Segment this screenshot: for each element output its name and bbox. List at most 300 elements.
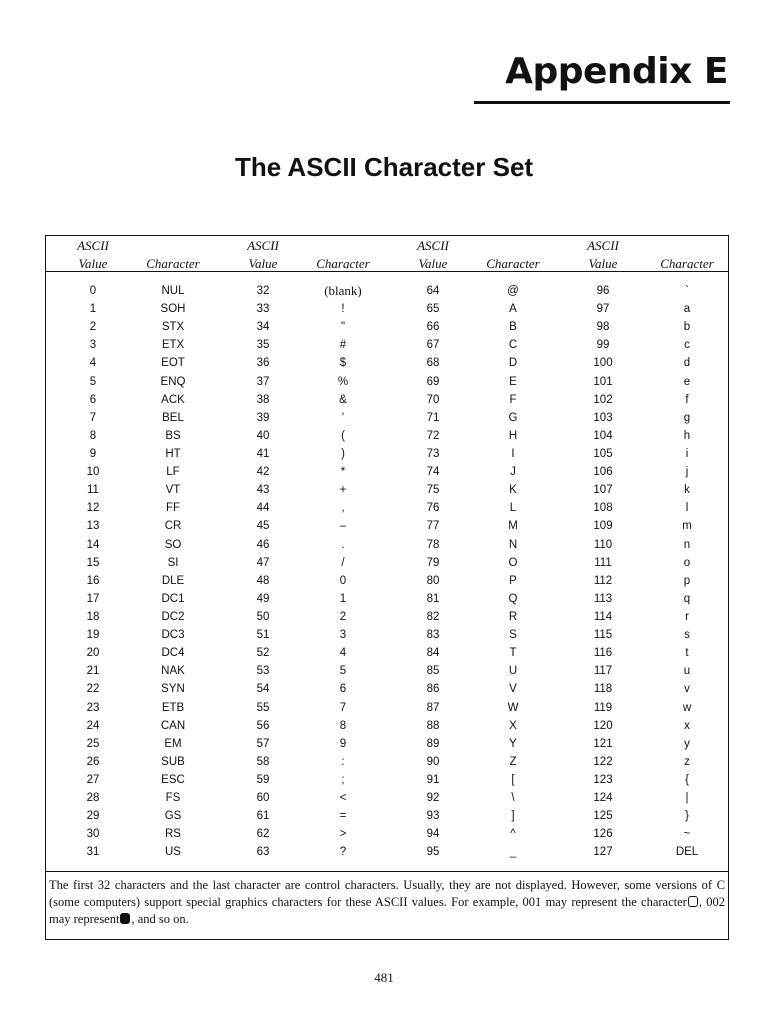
table-row	[46, 536, 728, 554]
character-cell: '	[341, 411, 345, 424]
ascii-value-cell: 105	[593, 447, 613, 460]
ascii-value-cell: 34	[256, 321, 270, 334]
table-row	[46, 825, 728, 843]
table-body	[46, 282, 728, 862]
footnote-text-1: The first 32 characters and the last character are control characters. Usually, they are not displayed. However, some versions of C (some computers) support special graphics characters for these ASCII values. For example, 001 may represent the character	[49, 878, 725, 909]
character-cell: (	[341, 429, 345, 442]
character-cell: %	[337, 375, 349, 388]
ascii-value-cell: 121	[593, 737, 613, 750]
character-cell: c	[684, 339, 690, 352]
ascii-value-cell: 74	[426, 466, 440, 479]
ascii-value-cell: 107	[593, 484, 613, 497]
character-cell: #	[339, 339, 347, 352]
character-cell: p	[683, 574, 691, 587]
character-cell: u	[683, 665, 691, 678]
character-cell: FS	[165, 792, 181, 805]
ascii-value-cell: 93	[426, 810, 440, 823]
ascii-value-cell: 72	[426, 429, 440, 442]
ascii-value-cell: 86	[426, 683, 440, 696]
character-cell: DC4	[161, 647, 185, 660]
character-cell: B	[509, 321, 517, 334]
ascii-value-cell: 7	[89, 411, 97, 424]
character-cell: W	[507, 701, 519, 714]
table-row	[46, 590, 728, 608]
ascii-value-cell: 50	[256, 610, 270, 623]
ascii-value-cell: 4	[89, 357, 97, 370]
ascii-value-cell: 53	[256, 665, 270, 678]
table-row	[46, 789, 728, 807]
character-cell: 5	[339, 665, 347, 678]
ascii-value-cell: 60	[256, 792, 270, 805]
character-cell: –	[339, 520, 347, 533]
ascii-value-cell: 83	[426, 629, 440, 642]
ascii-value-cell: 75	[426, 484, 440, 497]
ascii-value-cell: 84	[426, 647, 440, 660]
ascii-value-cell: 68	[426, 357, 440, 370]
character-cell: M	[508, 520, 518, 533]
ascii-value-cell: 102	[593, 393, 613, 406]
table-row	[46, 717, 728, 735]
character-cell: =	[339, 810, 347, 823]
filled-smiley-face-icon	[120, 913, 130, 924]
character-cell: /	[341, 556, 345, 569]
ascii-value-cell: 18	[86, 610, 100, 623]
character-cell: <	[339, 792, 347, 805]
ascii-value-cell: 10	[86, 466, 100, 479]
character-cell: j	[685, 466, 689, 479]
table-row	[46, 771, 728, 789]
table-row	[46, 300, 728, 318]
header-ascii-label: ASCII	[587, 238, 619, 253]
character-cell: ;	[341, 773, 345, 786]
character-cell: 0	[339, 574, 347, 587]
ascii-value-cell: 1	[89, 303, 97, 316]
table-row	[46, 699, 728, 717]
character-cell: Q	[508, 592, 518, 605]
ascii-value-cell: 30	[86, 828, 100, 841]
character-cell: 8	[339, 719, 347, 732]
ascii-value-cell: 69	[426, 375, 440, 388]
ascii-value-cell: 90	[426, 755, 440, 768]
character-cell: 1	[339, 592, 347, 605]
character-cell: P	[509, 574, 517, 587]
header-character-label: Character	[660, 256, 714, 271]
character-cell: BS	[165, 429, 181, 442]
character-cell: DC3	[161, 629, 185, 642]
character-cell: s	[684, 629, 690, 642]
ascii-value-cell: 88	[426, 719, 440, 732]
ascii-value-cell: 92	[426, 792, 440, 805]
character-cell: i	[685, 447, 689, 460]
ascii-value-cell: 119	[593, 701, 613, 714]
character-cell: v	[684, 683, 690, 696]
character-cell: !	[341, 303, 345, 316]
character-cell: Z	[509, 755, 517, 768]
ascii-value-cell: 44	[256, 502, 270, 515]
ascii-value-cell: 28	[86, 792, 100, 805]
ascii-value-cell: 109	[593, 520, 613, 533]
ascii-value-cell: 8	[89, 429, 97, 442]
character-cell: L	[509, 502, 517, 515]
table-row	[46, 608, 728, 626]
ascii-value-cell: 6	[89, 393, 97, 406]
ascii-value-cell: 70	[426, 393, 440, 406]
character-cell: SO	[164, 538, 182, 551]
table-row	[46, 680, 728, 698]
ascii-value-cell: 2	[89, 321, 97, 334]
ascii-value-cell: 42	[256, 466, 270, 479]
character-cell: >	[339, 828, 347, 841]
ascii-value-cell: 123	[593, 773, 613, 786]
character-cell: f	[685, 393, 689, 406]
character-cell: ^	[510, 828, 516, 841]
table-row	[46, 499, 728, 517]
character-cell: J	[510, 466, 516, 479]
character-cell: a	[683, 303, 691, 316]
character-cell: A	[509, 303, 517, 316]
character-cell: h	[683, 429, 691, 442]
table-row	[46, 481, 728, 499]
table-row	[46, 282, 728, 300]
character-cell: z	[684, 755, 690, 768]
ascii-value-cell: 19	[86, 629, 100, 642]
ascii-value-cell: 127	[593, 846, 613, 859]
character-cell: SI	[167, 556, 179, 569]
character-cell: VT	[165, 484, 181, 497]
character-cell: DC2	[161, 610, 185, 623]
character-cell: G	[508, 411, 518, 424]
character-cell: _	[509, 846, 517, 859]
character-cell: 2	[339, 610, 347, 623]
character-cell: :	[341, 755, 345, 768]
character-cell: ?	[339, 846, 347, 859]
ascii-value-cell: 124	[593, 792, 613, 805]
ascii-value-cell: 122	[593, 755, 613, 768]
ascii-value-cell: 33	[256, 303, 270, 316]
ascii-value-cell: 63	[256, 846, 270, 859]
ascii-value-cell: 110	[593, 538, 613, 551]
ascii-value-cell: 39	[256, 411, 270, 424]
character-cell: D	[508, 357, 518, 370]
character-cell: (blank)	[324, 283, 362, 298]
ascii-value-cell: 11	[87, 484, 99, 497]
ascii-value-cell: 104	[593, 429, 613, 442]
character-cell: K	[509, 484, 517, 497]
table-row	[46, 391, 728, 409]
ascii-value-cell: 47	[256, 556, 270, 569]
ascii-value-cell: 120	[593, 719, 613, 732]
ascii-value-cell: 29	[86, 810, 100, 823]
page-number: 481	[374, 970, 394, 985]
ascii-value-cell: 106	[593, 466, 613, 479]
header-value-label: Value	[248, 256, 278, 271]
ascii-value-cell: 20	[86, 647, 100, 660]
character-cell: US	[165, 846, 181, 859]
ascii-value-cell: 3	[89, 339, 97, 352]
character-cell: 6	[339, 683, 347, 696]
ascii-value-cell: 100	[593, 357, 613, 370]
character-cell: q	[683, 592, 691, 605]
character-cell: CR	[164, 520, 182, 533]
character-cell: +	[339, 484, 347, 497]
ascii-value-cell: 115	[593, 629, 613, 642]
character-cell: x	[684, 719, 690, 732]
header-rule	[46, 271, 728, 272]
character-cell: r	[685, 610, 689, 623]
table-footnote	[45, 872, 729, 940]
ascii-value-cell: 55	[256, 701, 270, 714]
table-row	[46, 662, 728, 680]
table-row	[46, 753, 728, 771]
header-value-label: Value	[588, 256, 618, 271]
ascii-value-cell: 17	[86, 592, 100, 605]
ascii-value-cell: 125	[593, 810, 613, 823]
character-cell: S	[509, 629, 517, 642]
ascii-value-cell: 41	[256, 447, 270, 460]
table-row	[46, 807, 728, 825]
ascii-value-cell: 57	[256, 737, 270, 750]
character-cell: EOT	[161, 357, 185, 370]
character-cell: ~	[683, 828, 691, 841]
ascii-value-cell: 26	[86, 755, 100, 768]
ascii-value-cell: 85	[426, 665, 440, 678]
ascii-value-cell: 49	[256, 592, 270, 605]
ascii-value-cell: 76	[426, 502, 440, 515]
character-cell: \	[511, 792, 515, 805]
character-cell: y	[684, 737, 690, 750]
heading-rule	[474, 101, 730, 104]
ascii-value-cell: 64	[426, 285, 440, 297]
character-cell: ,	[341, 502, 345, 515]
header-ascii-label: ASCII	[417, 238, 449, 253]
character-cell: FF	[165, 502, 181, 515]
ascii-value-cell: 31	[86, 846, 100, 859]
character-cell: BEL	[162, 411, 184, 424]
ascii-value-cell: 27	[86, 773, 100, 786]
character-cell: ETB	[161, 701, 185, 714]
character-cell: "	[340, 321, 346, 334]
header-ascii-label: ASCII	[77, 238, 109, 253]
character-cell: DLE	[161, 574, 185, 587]
ascii-value-cell: 91	[426, 773, 440, 786]
table-row	[46, 409, 728, 427]
character-cell: n	[683, 538, 691, 551]
ascii-value-cell: 108	[593, 502, 613, 515]
character-cell: STX	[161, 321, 185, 334]
character-cell: *	[340, 466, 346, 479]
character-cell: @	[507, 285, 519, 297]
ascii-value-cell: 54	[256, 683, 270, 696]
character-cell: ETX	[161, 339, 185, 352]
ascii-value-cell: 65	[426, 303, 440, 316]
ascii-value-cell: 40	[256, 429, 270, 442]
ascii-value-cell: 82	[426, 610, 440, 623]
ascii-value-cell: 23	[86, 701, 100, 714]
ascii-value-cell: 66	[426, 321, 440, 334]
character-cell: m	[682, 520, 692, 533]
ascii-value-cell: 36	[256, 357, 270, 370]
character-cell: C	[508, 339, 518, 352]
ascii-value-cell: 67	[426, 339, 440, 352]
character-cell: 4	[339, 647, 347, 660]
ascii-value-cell: 14	[86, 538, 100, 551]
header-value-label: Value	[418, 256, 448, 271]
character-cell: E	[509, 375, 517, 388]
ascii-value-cell: 103	[593, 411, 613, 424]
ascii-value-cell: 24	[86, 719, 100, 732]
table-row	[46, 318, 728, 336]
header-character-label: Character	[316, 256, 370, 271]
ascii-value-cell: 101	[593, 375, 613, 388]
page-title: The ASCII Character Set	[234, 152, 534, 182]
character-cell: `	[685, 285, 689, 297]
character-cell: $	[339, 357, 347, 370]
character-cell: T	[509, 647, 517, 660]
ascii-value-cell: 116	[593, 647, 613, 660]
character-cell: }	[685, 810, 689, 823]
ascii-value-cell: 13	[86, 520, 100, 533]
ascii-value-cell: 21	[86, 665, 100, 678]
character-cell: HT	[165, 447, 181, 460]
ascii-value-cell: 35	[256, 339, 270, 352]
character-cell: O	[508, 556, 518, 569]
header-ascii-label: ASCII	[247, 238, 279, 253]
character-cell: ENQ	[160, 375, 186, 388]
character-cell: [	[511, 773, 515, 786]
table-row	[46, 463, 728, 481]
ascii-value-cell: 80	[426, 574, 440, 587]
ascii-value-cell: 48	[256, 574, 270, 587]
header-character-label: Character	[486, 256, 540, 271]
character-cell: Y	[509, 737, 517, 750]
character-cell: N	[508, 538, 518, 551]
table-row	[46, 572, 728, 590]
ascii-value-cell: 5	[89, 375, 97, 388]
ascii-value-cell: 15	[86, 556, 100, 569]
character-cell: X	[509, 719, 517, 732]
table-row	[46, 626, 728, 644]
table-row	[46, 427, 728, 445]
character-cell: CAN	[160, 719, 186, 732]
character-cell: R	[508, 610, 518, 623]
ascii-value-cell: 96	[596, 285, 610, 297]
character-cell: SYN	[161, 683, 185, 696]
table-row	[46, 354, 728, 372]
ascii-value-cell: 32	[256, 285, 270, 297]
table-row	[46, 644, 728, 662]
ascii-value-cell: 98	[596, 321, 610, 334]
character-cell: U	[508, 665, 518, 678]
ascii-value-cell: 126	[593, 828, 613, 841]
character-cell: o	[683, 556, 691, 569]
footnote-text-2: , 002 may represent	[49, 895, 725, 926]
ascii-value-cell: 113	[593, 592, 613, 605]
character-cell: w	[682, 701, 692, 714]
character-cell: LF	[166, 466, 180, 479]
ascii-value-cell: 12	[86, 502, 100, 515]
ascii-value-cell: 94	[426, 828, 440, 841]
character-cell: |	[685, 792, 689, 805]
ascii-value-cell: 61	[256, 810, 270, 823]
character-cell: F	[509, 393, 517, 406]
character-cell: NAK	[161, 665, 185, 678]
character-cell: RS	[165, 828, 181, 841]
character-cell: SUB	[161, 755, 185, 768]
character-cell: {	[685, 773, 689, 786]
ascii-value-cell: 118	[593, 683, 613, 696]
ascii-value-cell: 46	[256, 538, 270, 551]
character-cell: SOH	[160, 303, 186, 316]
character-cell: DEL	[675, 846, 699, 859]
character-cell: EM	[164, 737, 182, 750]
character-cell: I	[511, 447, 515, 460]
ascii-value-cell: 73	[426, 447, 440, 460]
ascii-value-cell: 45	[256, 520, 270, 533]
ascii-value-cell: 59	[256, 773, 270, 786]
character-cell: DC1	[161, 592, 185, 605]
ascii-value-cell: 99	[596, 339, 610, 352]
ascii-value-cell: 56	[256, 719, 270, 732]
ascii-value-cell: 112	[593, 574, 613, 587]
ascii-value-cell: 25	[86, 737, 100, 750]
character-cell: )	[341, 447, 345, 460]
ascii-value-cell: 117	[593, 665, 613, 678]
ascii-value-cell: 81	[426, 592, 440, 605]
character-cell: g	[683, 411, 691, 424]
table-row	[46, 336, 728, 354]
ascii-value-cell: 114	[593, 610, 613, 623]
header-value-label: Value	[78, 256, 108, 271]
ascii-value-cell: 0	[89, 285, 97, 297]
character-cell: k	[684, 484, 690, 497]
table-row	[46, 735, 728, 753]
ascii-value-cell: 87	[426, 701, 440, 714]
ascii-value-cell: 43	[256, 484, 270, 497]
ascii-value-cell: 52	[256, 647, 270, 660]
character-cell: d	[683, 357, 691, 370]
ascii-value-cell: 79	[426, 556, 440, 569]
ascii-value-cell: 78	[426, 538, 440, 551]
character-cell: 7	[339, 701, 347, 714]
character-cell: GS	[164, 810, 182, 823]
footnote-text-3: , and so on.	[131, 912, 189, 926]
ascii-value-cell: 77	[426, 520, 440, 533]
character-cell: ACK	[161, 393, 185, 406]
character-cell: 3	[339, 629, 347, 642]
ascii-value-cell: 95	[426, 846, 440, 859]
ascii-value-cell: 58	[256, 755, 270, 768]
smiley-face-icon	[688, 896, 698, 907]
character-cell: V	[509, 683, 517, 696]
ascii-value-cell: 9	[89, 447, 97, 460]
table-row	[46, 554, 728, 572]
character-cell: ]	[511, 810, 515, 823]
character-cell: e	[683, 375, 691, 388]
character-cell: .	[341, 538, 345, 551]
character-cell: H	[508, 429, 518, 442]
ascii-value-cell: 22	[86, 683, 100, 696]
character-cell: t	[685, 647, 689, 660]
table-row	[46, 843, 728, 861]
table-row	[46, 373, 728, 391]
character-cell: 9	[339, 737, 347, 750]
ascii-value-cell: 51	[256, 629, 270, 642]
ascii-value-cell: 97	[596, 303, 610, 316]
ascii-value-cell: 38	[256, 393, 270, 406]
ascii-table	[45, 235, 729, 872]
character-cell: ESC	[161, 773, 185, 786]
ascii-value-cell: 89	[426, 737, 440, 750]
